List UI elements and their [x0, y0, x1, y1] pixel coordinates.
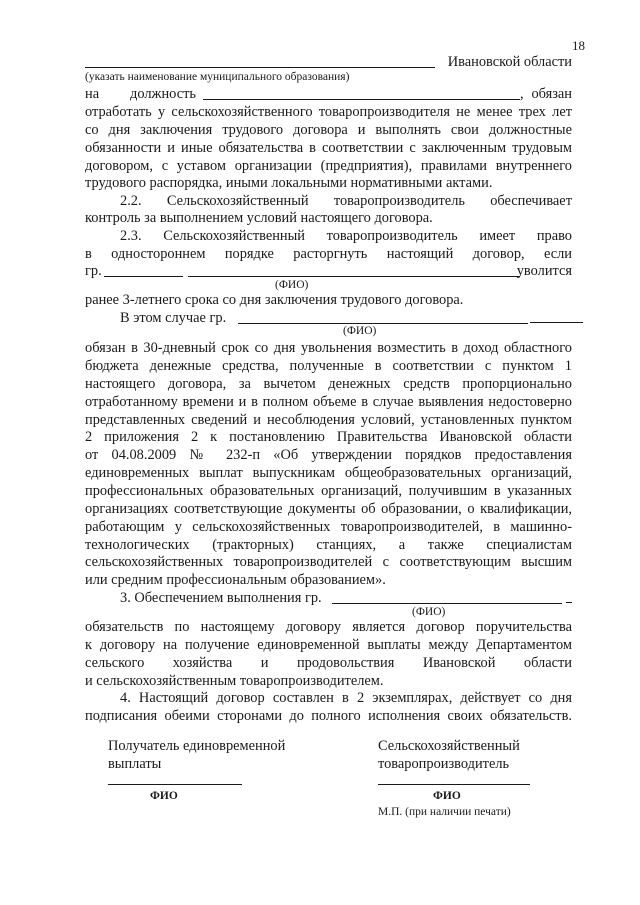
recipient-title-1: Получатель единовременной — [108, 738, 286, 754]
page-number: 18 — [572, 38, 585, 53]
fio-caption: (ФИО) — [275, 279, 309, 291]
recipient-signature-line — [108, 784, 242, 785]
body-line: ранее 3-летнего срока со дня заключения трудового договора. — [85, 292, 464, 308]
fill-in-blank-extension — [530, 322, 583, 323]
fio-caption: (ФИО) — [343, 325, 377, 337]
producer-title-1: Сельскохозяйственный — [378, 738, 520, 754]
body-line: со дня заключения трудового договора и выполнять свои должностные — [85, 122, 572, 138]
fill-in-blank-short — [104, 276, 183, 277]
body-line: единовременных выплат выпускникам общеобразовательных организаций, — [85, 465, 572, 481]
position-word-2: должность — [130, 86, 196, 102]
fio-caption: (ФИО) — [412, 606, 446, 618]
fill-in-blank-fio — [332, 603, 562, 604]
body-line: трудового распорядка, иными локальными нормативными актами. — [85, 175, 493, 191]
body-line: в одностороннем порядке расторгнуть настоящий договор, если — [85, 246, 572, 262]
region-hint: (указать наименование муниципального образования) — [85, 71, 350, 83]
recipient-fio-caption: ФИО — [150, 790, 178, 802]
body-line: контроль за выполнением условий настоящего договора. — [85, 210, 433, 226]
body-line: договором, с уставом организации (предприятия), правилами внутреннего — [85, 158, 572, 174]
fill-in-blank-fio — [188, 276, 520, 277]
producer-signature-line — [378, 784, 530, 785]
refund-prefix: В этом случае гр. — [120, 310, 227, 326]
fill-in-blank-fio — [238, 323, 528, 324]
body-line: и сельскохозяйственным товаропроизводителем. — [85, 673, 384, 689]
clause-2-2-line: 2.2. Сельскохозяйственный товаропроизводитель обеспечивает — [120, 193, 572, 209]
producer-title-2: товаропроизводитель — [378, 756, 510, 772]
body-line: отработать у сельскохозяйственного товаропроизводителя не менее трех лет — [85, 104, 572, 120]
body-line: обязательств по настоящему договору является договор поручительства — [85, 619, 572, 635]
body-line: подписания обеими сторонами до полного исполнения своих обязательств. — [85, 708, 572, 724]
clause-4-line: 4. Настоящий договор составлен в 2 экземплярах, действует со дня — [120, 690, 572, 706]
body-line: сельскохозяйственных товаропроизводителей с соответствующим высшим — [85, 554, 572, 570]
fill-in-blank-extension — [566, 602, 572, 603]
body-line: отработанному времени и в полном объеме в случае выявления недостоверно — [85, 394, 572, 410]
body-line: от 04.08.2009 № 232-п «Об утверждении порядков предоставления — [85, 447, 572, 463]
body-line: 2 приложения 2 к постановлению Правительства Ивановской области — [85, 429, 572, 445]
body-line: организациях соответствующие документы об образовании, о квалификации, — [85, 501, 572, 517]
dismissal-suffix: уволится — [516, 263, 572, 279]
position-comma: , — [520, 86, 524, 102]
guarantee-prefix: 3. Обеспечением выполнения гр. — [120, 590, 322, 606]
body-line: обязан в 30-дневный срок со дня увольнения возместить в доход областного — [85, 340, 572, 356]
position-word-1: на — [85, 86, 100, 102]
body-line: технологических (тракторных) станциях, а также специалистам — [85, 537, 572, 553]
fill-in-blank-municipality — [85, 67, 435, 68]
dismissal-prefix: гр. — [85, 263, 102, 279]
body-line: профессиональных образовательных организаций, получившим в указанных — [85, 483, 572, 499]
producer-fio-caption: ФИО — [433, 790, 461, 802]
position-suffix: обязан — [531, 86, 572, 102]
body-line: к договору на получение единовременной выплаты между Департаментом — [85, 637, 572, 653]
body-line: сельского хозяйства и продовольствия Ивановской области — [85, 655, 572, 671]
body-line: настоящего договора, за вычетом денежных средств пропорционально — [85, 376, 572, 392]
recipient-title-2: выплаты — [108, 756, 162, 772]
body-line: или средним профессиональным образованием». — [85, 572, 386, 588]
body-line: представленных сведений и несоблюдения условий, установленных пунктом — [85, 412, 572, 428]
body-line: работающим у сельскохозяйственных товаропроизводителей, в машинно- — [85, 519, 572, 535]
body-line: бюджета денежные средства, полученные в соответствии с пунктом 1 — [85, 358, 572, 374]
seal-note: М.П. (при наличии печати) — [378, 806, 511, 818]
fill-in-blank-position — [203, 99, 520, 100]
clause-2-3-line: 2.3. Сельскохозяйственный товаропроизводитель имеет право — [120, 228, 572, 244]
body-line: обязанности и иные обязательства в соответствии с заключенным трудовым — [85, 140, 572, 156]
region-suffix: Ивановской области — [447, 54, 572, 70]
